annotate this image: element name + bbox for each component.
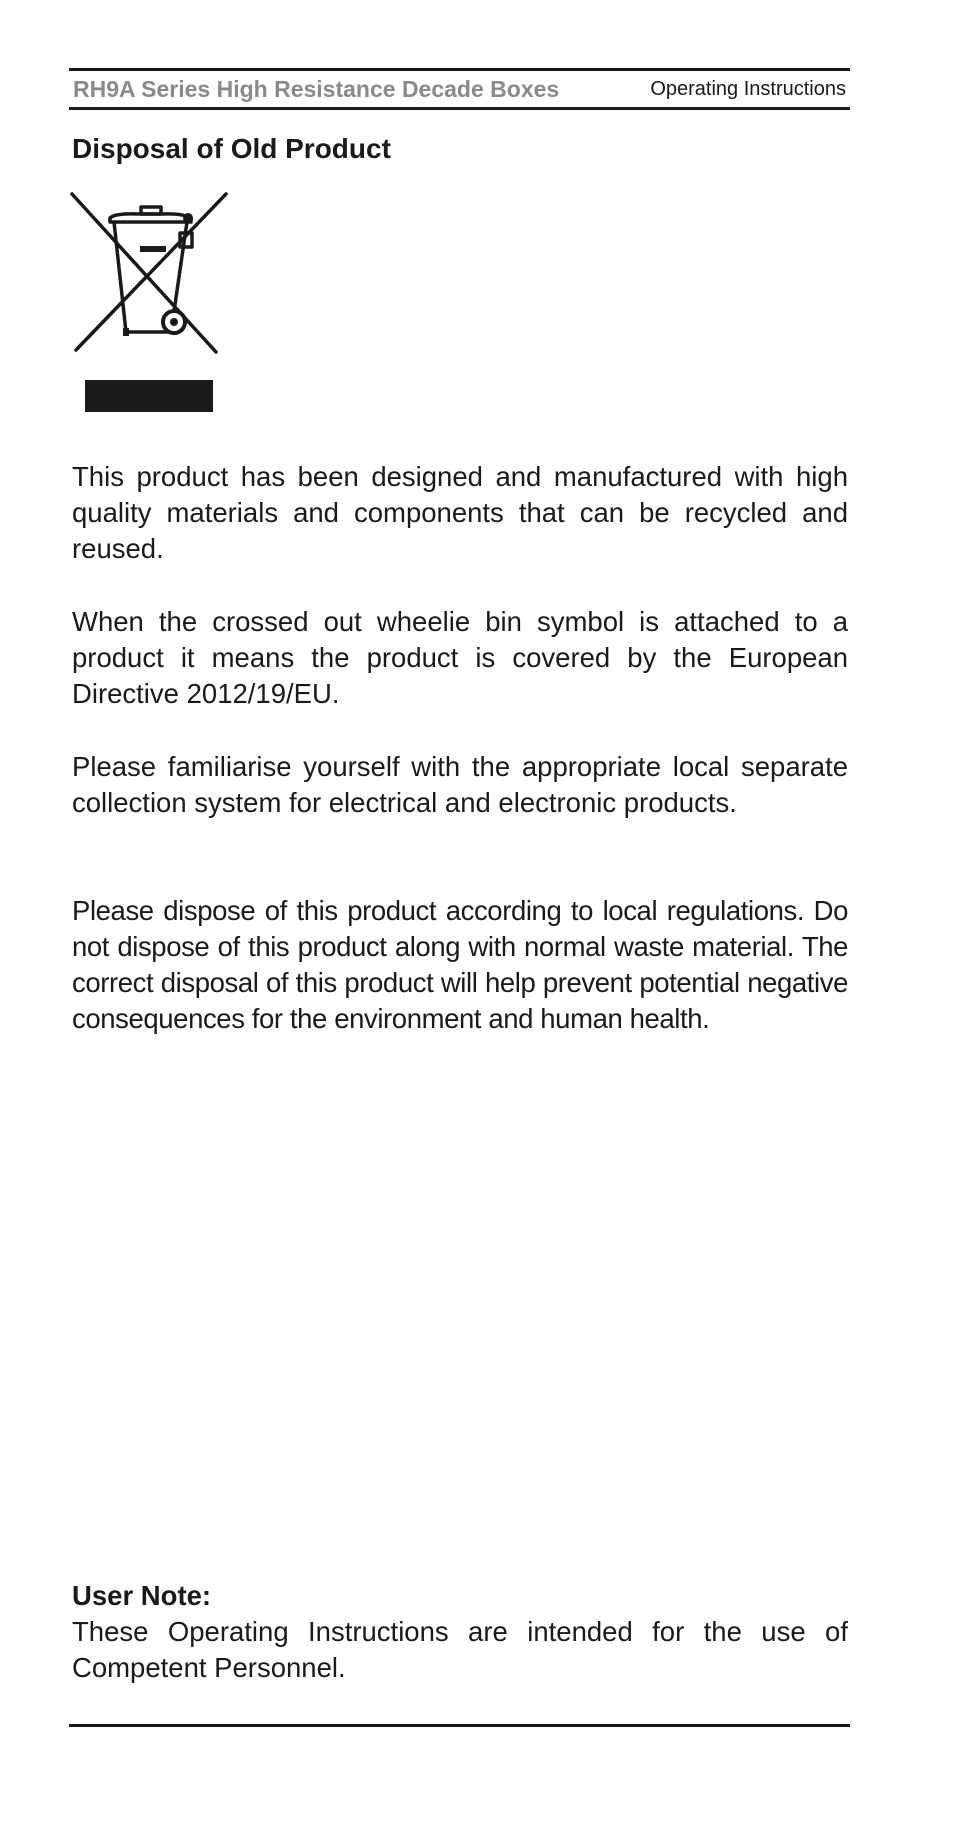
user-note-heading: User Note: — [72, 1580, 212, 1611]
section-heading: Disposal of Old Product — [72, 133, 391, 164]
footer-divider — [69, 1724, 850, 1727]
document-title: RH9A Series High Resistance Decade Boxes — [73, 75, 560, 102]
paragraph-disposal-instructions: Please dispose of this product according to local regulations. Do not dispose of this product along with normal waste material. The correct disposal of this product will help prevent potential negative consequences for the environment and human health. — [72, 895, 848, 1034]
user-note — [72, 1578, 848, 1686]
user-note-text: These Operating Instructions are intended for the use of Competent Personnel. — [72, 1616, 848, 1683]
paragraph-recyclable: This product has been designed and manufactured with high quality materials and components that can be recycled and reused. — [72, 461, 848, 564]
paragraph-collection-system: Please familiarise yourself with the appropriate local separate collection system for electrical and electronic products. — [72, 751, 848, 818]
document-subtitle: Operating Instructions — [650, 77, 846, 100]
page-header — [69, 68, 850, 110]
crossed-out-wheelie-bin-icon — [70, 190, 230, 420]
paragraph-directive: When the crossed out wheelie bin symbol is attached to a product it means the product is covered by the European Directive 2012/19/EU. — [72, 606, 848, 709]
